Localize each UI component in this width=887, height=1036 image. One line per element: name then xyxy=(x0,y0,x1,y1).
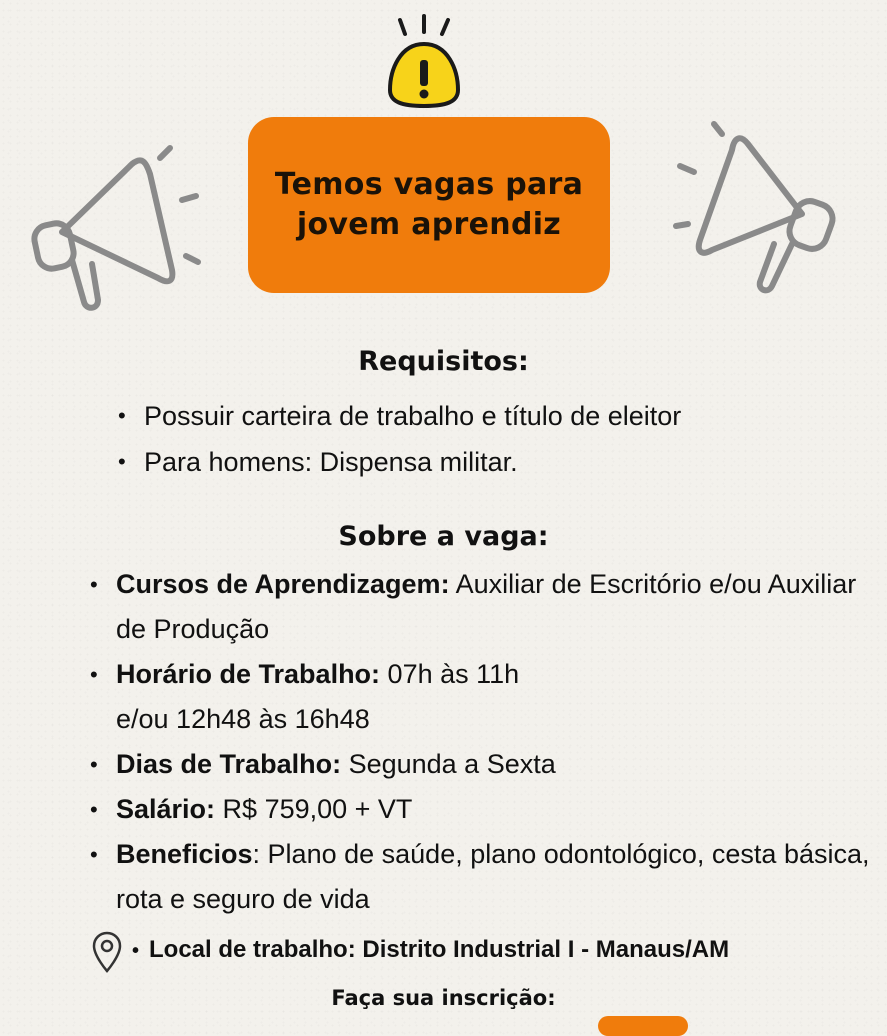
sobre-list xyxy=(90,562,870,922)
exclamation-alert-icon xyxy=(380,12,470,112)
item-label: Dias de Trabalho: xyxy=(116,749,342,779)
list-item: • Para homens: Dispensa militar. xyxy=(118,439,681,485)
item-label: Horário de Trabalho: xyxy=(116,659,381,689)
list-item xyxy=(90,832,870,922)
map-pin-icon xyxy=(90,930,124,974)
item-text: : Plano de saúde, plano odontológico, cesta básica, rota e seguro de vida xyxy=(116,839,870,914)
item-text: 07h às 11h xyxy=(380,659,520,689)
headline-text: Temos vagas para jovem aprendiz xyxy=(274,167,584,242)
list-item: • Possuir carteira de trabalho e título de eleitor xyxy=(118,393,681,439)
list-item xyxy=(90,742,870,787)
item-label: Cursos de Aprendizagem: xyxy=(116,569,450,599)
megaphone-icon xyxy=(662,118,862,308)
requisitos-list xyxy=(118,393,681,485)
headline-banner xyxy=(248,117,610,293)
item-text: Auxiliar de Escritório e/ou Auxiliar de Produção xyxy=(116,569,857,644)
list-item xyxy=(90,787,870,832)
inscricao-label: Faça sua inscrição: xyxy=(331,986,556,1010)
item-text: Segunda a Sexta xyxy=(341,749,556,779)
sobre-title: Sobre a vaga: xyxy=(338,521,549,552)
item-text: R$ 759,00 + VT xyxy=(215,794,413,824)
local-trabalho: • Local de trabalho: Distrito Industrial I - Manaus/AM xyxy=(132,936,729,964)
item-text: e/ou 12h48 às 16h48 xyxy=(116,704,370,734)
item-label: Salário: xyxy=(116,794,216,824)
cta-button[interactable] xyxy=(598,1016,688,1036)
list-item xyxy=(90,652,870,742)
megaphone-icon xyxy=(22,140,222,320)
list-item xyxy=(90,562,870,652)
requisitos-title: Requisitos: xyxy=(358,346,529,377)
item-label: Beneficios xyxy=(116,839,253,869)
